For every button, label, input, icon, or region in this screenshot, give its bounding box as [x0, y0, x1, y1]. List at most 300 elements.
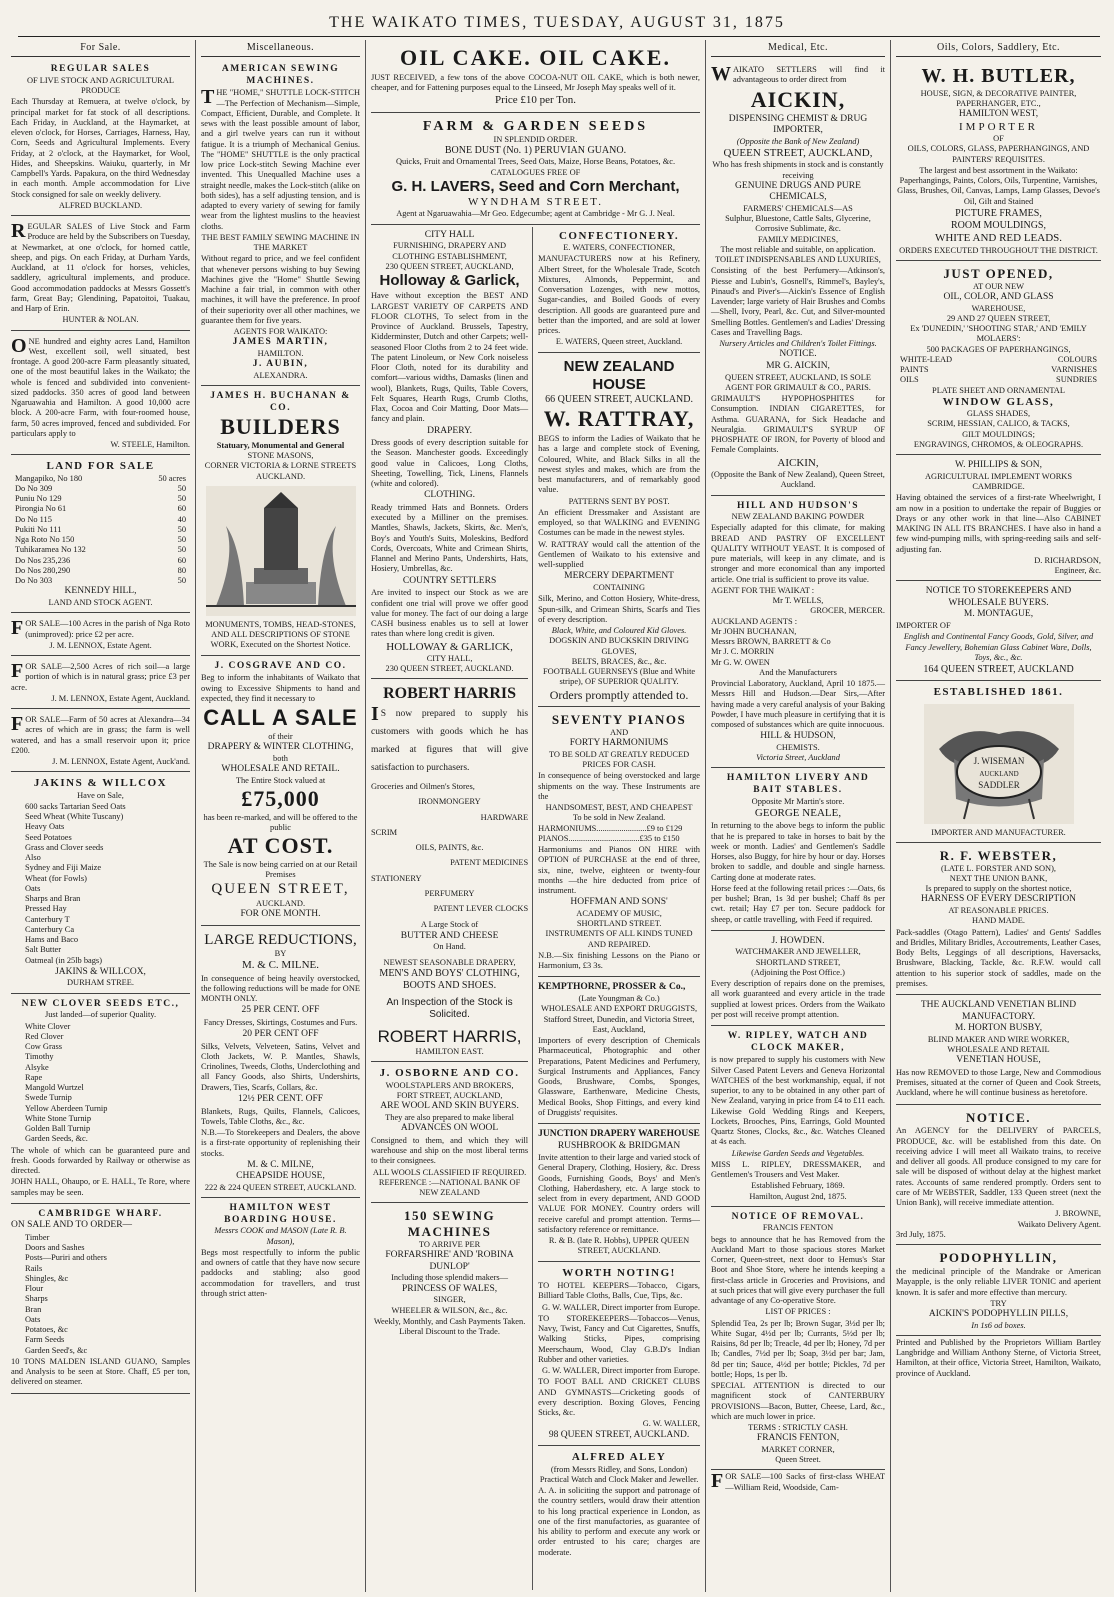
list-item: Wheat (for Fowls) — [25, 873, 87, 883]
goods-line: OILS, PAINTS, &c. — [415, 843, 484, 853]
ad-body: Consigned to them, and which they will warehouse and ship on the most liberal terms to their consignees. — [371, 1135, 529, 1166]
ad-body: Begs most respectfully to inform the public and owners of cattle that they have now secure paddocks and stabling; also good accommodation for travellers, and trust through strict atten- — [201, 1247, 360, 1298]
ad-title: W. PHILLIPS & SON, — [954, 460, 1042, 471]
ad-text: HAND MADE. — [971, 916, 1026, 926]
ad-headline: HARNESS OF EVERY DESCRIPTION — [920, 894, 1077, 905]
ad-title: J. OSBORNE AND CO. — [379, 1067, 520, 1080]
ad-body: IS now prepared to supply his customers with goods which he has marked at figures that will give satisfaction to purchasers. — [371, 702, 529, 774]
list-item: Garden Seeds, &c. — [25, 1134, 88, 1144]
ad-signature-sub: 230 QUEEN STREET, AUCKLAND. — [385, 664, 514, 674]
list-item: Red Clover — [25, 1031, 64, 1041]
ad-text: They are also prepared to make liberal — [385, 1112, 514, 1122]
ad-subhead: FAMILY MEDICINES, — [757, 234, 839, 244]
ad-signature: G. W. WALLER, Direct importer from Europe. — [541, 1302, 700, 1312]
table-cell: 50 — [177, 524, 186, 534]
ad-text: WHEELER & WILSON, &c., &c. — [391, 1305, 508, 1315]
column-miscellaneous — [196, 40, 366, 1592]
ad-subhead: DRAPERY. — [427, 425, 473, 436]
ad-hill-hudson — [711, 498, 885, 769]
ad-text: MEN'S AND BOYS' CLOTHING, — [379, 967, 520, 979]
ad-text: Is prepared to supply on the shortest notice, — [925, 884, 1072, 894]
ad-body: THE "HOME," SHUTTLE LOCK-STITCH—The Perfection of Mechanism—Simple, Compact, Efficient, Durable, and Complete. It sews with the least possible amount of labor, and a girl twelve years can run it without fatigue. It is a triumph of Mechanical Genius. The "HOME" SHUTTLE is the only practical low price Lock-stitch Sewing Machine ever invented. This Unequalled Machine uses a straight needle, makes the Lock-stitch (alike on both sides), has a self adjusting tension, and is adapted to every variety of sewing for family wear from the lightest muslins to the heaviest cloths. — [201, 86, 360, 231]
ad-text: FORTY HARMONIUMS — [569, 738, 669, 749]
ad-title: KEMPTHORNE, PROSSER & Co., — [538, 982, 686, 993]
ad-title: ALFRED ALEY — [571, 1451, 667, 1464]
ad-signature: HOFFMAN AND SONS' — [570, 897, 668, 908]
ad-lennox-3 — [11, 711, 190, 772]
ad-subtitle: OF LIVE STOCK AND AGRICULTURAL PRODUCE — [26, 75, 175, 96]
ad-body: TO FOOT BALL AND CRICKET CLUBS AND GYMNASTS—Cricketing goods of every description. Boxing Gloves, Fencing Sticks, &c. — [538, 1377, 700, 1418]
ad-text: AND — [609, 728, 629, 738]
list-item: Mangold Wurtzel — [25, 1083, 84, 1093]
ad-text: Nursery Articles and Children's Toilet Fittings. — [719, 339, 877, 349]
ad-text: Including those splendid makers— — [391, 1273, 509, 1283]
ad-body: Harmoniums and Pianos ON HIRE with OPTION of PURCHASE at the end of three, six, nine, twelve, eighteen or twenty-four months —the hire deducted from price of instrument. — [538, 845, 700, 896]
list-item: White Stone Turnip — [25, 1113, 92, 1123]
ad-title: JAMES H. BUCHANAN & CO. — [210, 391, 351, 413]
ad-body: WAIKATO SETTLERS will find it advantageous to order direct from — [711, 63, 885, 86]
table-cell: COLOURS — [1057, 354, 1097, 364]
ad-howden — [711, 933, 885, 1026]
ad-text: SINGER, — [433, 1295, 466, 1305]
ad-boarding-house — [201, 1200, 360, 1304]
list-item: Bran — [25, 1304, 42, 1314]
ad-name: AICKIN, — [750, 86, 846, 112]
ad-text: AT REASONABLE PRICES. — [948, 906, 1049, 916]
ad-text: of their — [268, 731, 293, 741]
discount-heading: 25 PER CENT. OFF — [241, 1005, 320, 1016]
ad-body: Horse feed at the following retail prices :—Oats, 6s per bushel; Bran, 1s 3d per bushel; Chaff 8s per cwt. retail; Hay £7 per ton. Secure paddock for sheep, or cattle travelling, with Feed if required. — [711, 883, 885, 924]
table-cell: 40 — [177, 514, 186, 524]
ad-hall: CITY HALL — [424, 229, 475, 240]
ad-body: Splendid Tea, 2s per lb; Brown Sugar, 3½d per lb; White Sugar, 4½d per lb; Currants, 5½d per lb; Raisins, 8d per lb; Treacle, 4d per lb; Honey, 7d per lb; Candles, 7½d per lb; Soap, 3½d per bar; Jam, 8d per tin; Sauce, 4½d per bottle; Pickles, 7d per bottle; Hops, 1s per lb. — [711, 1318, 885, 1379]
ad-text: TERMS : STRICTLY CASH. — [748, 1423, 848, 1433]
ad-holloway-garlick — [371, 227, 528, 680]
ad-signature: JAKINS & WILLCOX, — [55, 966, 146, 977]
ad-body: FOR SALE—2,500 Acres of rich soil—a large portion of which is in natural grass; price £3 per acre. — [11, 660, 190, 692]
discount-text: Fancy Dresses, Skirtings, Costumes and Furs. — [203, 1017, 358, 1027]
ad-text: SHORTLAND STREET. — [576, 919, 662, 929]
ad-subtitle: IN SPLENDID ORDER. — [493, 134, 578, 144]
ad-signature: J. M. LENNOX, Estate Agent, Auck'and. — [52, 757, 190, 766]
ad-place: HAMILTON WEST, — [958, 109, 1039, 120]
ad-agents: Agent at Ngaruawahia—Mr Geo. Edgecumbe; agent at Cambridge - Mr G. J. Neal. — [396, 209, 675, 219]
ad-steele — [11, 333, 190, 456]
ad-title: NEW ZEALAND HOUSE — [563, 357, 675, 393]
ad-name: AICKIN, — [777, 456, 819, 469]
list-item: Pressed Hay — [25, 904, 67, 914]
ad-subtitle: WOOLSTAPLERS AND BROKERS, — [385, 1080, 514, 1090]
table-cell: 50 — [177, 545, 186, 555]
ad-text: BELTS, BRACES, &c., &c. — [571, 656, 667, 666]
ad-note: N.B.—Six finishing Lessons on the Piano or Harmonium, £3 3s. — [538, 950, 700, 971]
list-item: Garden Seed's, &c — [25, 1345, 88, 1355]
list-item: Rape — [25, 1072, 43, 1082]
ad-title: HILL AND HUDSON'S — [736, 500, 860, 511]
list-item: Oats — [25, 1314, 41, 1324]
ad-text: WHOLESALE AND EXPORT DRUGGISTS, — [540, 1004, 698, 1014]
ad-agent-label: AGENT FOR THE WAIKAT : — [711, 585, 815, 595]
ad-text: PATTERNS SENT BY POST. — [568, 496, 670, 506]
list-item: Canterbury T — [25, 914, 70, 924]
ad-name: W. H. BUTLER, — [921, 65, 1076, 88]
ad-subhead: CLOTHING. — [424, 490, 476, 501]
ad-text: PRINCESS OF WALES, — [402, 1283, 498, 1294]
saddle-brand: J. WISEMAN — [973, 755, 1024, 766]
ad-name: M. & C. MILNE. — [242, 959, 319, 972]
table-row — [896, 355, 1101, 365]
ad-title: 150 SEWING MACHINES — [403, 1208, 496, 1240]
ad-body: Pack-saddles (Otago Pattern), Ladies' and Gents' Saddles and Bridles, Military Bridles, Accoutrements, Leather Cases, Body Belts, Leggings of all descriptions, Haversacks, Brushware, Blacking, Tackle, &c. R.F.W. would call attention to his superior stock of saddles, made on the premises. — [896, 927, 1101, 988]
ad-text: WHITE AND RED LEADS. — [934, 232, 1063, 245]
ad-headline: AT COST. — [227, 833, 334, 859]
ad-title: J. COSGRAVE AND CO. — [214, 660, 347, 671]
ad-body: FOR SALE—100 Acres in the parish of Nga Roto (unimproved): price £2 per acre. — [11, 617, 190, 640]
table-row — [11, 494, 190, 504]
ad-text: BUTTER AND CHEESE — [400, 930, 499, 941]
ad-text: Orders promptly attended to. — [549, 687, 689, 702]
ad-text: Likewise Garden Seeds and Vegetables. — [731, 1148, 865, 1158]
ad-established: ESTABLISHED 1861. — [933, 686, 1064, 699]
land-table — [11, 474, 190, 587]
ad-sewing-machines-150 — [371, 1205, 528, 1342]
monument-engraving — [206, 486, 356, 616]
ad-signature: HOLLOWAY & GARLICK, — [386, 640, 513, 653]
ad-text: WAREHOUSE, — [971, 303, 1026, 313]
ad-caption: IMPORTER AND MANUFACTURER. — [931, 827, 1066, 837]
ad-text: PLATE SHEET AND ORNAMENTAL — [932, 385, 1065, 395]
ad-title: AMERICAN SEWING MACHINES. — [221, 64, 340, 86]
goods-line: IRONMONGERY — [418, 797, 481, 807]
ad-body: Especially adapted for this climate, for making BREAD AND PASTRY OF EXCELLENT QUALITY WITHOUT YEAST. It is composed of pure materials, will keep in any climate, and is stronger and more economical than any imported article. One trial is sufficient to prove its value. — [711, 523, 885, 584]
ad-oil-cake — [371, 42, 700, 113]
ad-body: An AGENCY for the DELIVERY of PARCELS, PRODUCE, &c. will be established from this date. On receiving advice I will meet all Waikato trains, to receive and deliver all goods. All produce consigned to my care for sale will be disposed of without delay at the highest market rates. Accounts of same rendered promptly. Orders sent to care of Mr WEBSTER, Saddler, 133 Queen street (next the Union Bank), will receive immediate attention. — [896, 1126, 1101, 1208]
double-column-split — [371, 227, 700, 1590]
ad-text: ROOM MOULDINGS, — [950, 220, 1046, 231]
ad-subhead: FARMERS' CHEMICALS—AS — [743, 203, 853, 213]
ad-body: In consequence of being overstocked and large shipments on the way. These Instruments are the — [538, 771, 700, 801]
ad-agent-label: AUCKLAND AGENTS : — [711, 616, 798, 626]
ad-text: (Late Youngman & Co.) — [578, 994, 660, 1004]
ad-signature: JOHN HALL, Ohaupo, or E. HALL, Te Rore, where samples may be seen. — [11, 1177, 190, 1197]
ad-signature: J. BROWNE, — [1055, 1209, 1101, 1219]
ad-venetian-blinds — [896, 997, 1101, 1105]
ad-address: CORNER VICTORIA & LORNE STREETS AUCKLAND. — [204, 461, 357, 481]
table-cell: Do No 115 — [15, 514, 52, 524]
ad-signature: J. M. LENNOX, Estate Agent. — [49, 640, 152, 650]
table-cell: Pukiti No 111 — [15, 524, 62, 534]
ad-name: MR G. AICKIN, — [766, 361, 830, 372]
list-item: Grass and Clover seeds — [25, 842, 104, 852]
ad-cambridge-wharf — [11, 1206, 190, 1394]
ad-subtitle: HOUSE, SIGN, & DECORATIVE PAINTER, — [920, 88, 1077, 98]
ad-text: Black, White, and Coloured Kid Gloves. — [551, 626, 687, 636]
ad-body: Every description of repairs done on the premises, all work guaranteed and every article in the trade supplied at lowest prices. Orders from the Waikato per post will receive prompt attention. — [711, 979, 885, 1019]
ad-address: Stafford Street, Dunedin, and Victoria Street, East, Auckland, — [543, 1014, 695, 1034]
ad-name: FRANCIS FENTON — [762, 1223, 834, 1233]
ad-signature: G. W. WALLER, — [642, 1419, 700, 1429]
ad-text: TO BE SOLD AT GREATLY REDUCED PRICES FOR CASH. — [548, 749, 690, 770]
ad-confectionery — [538, 227, 700, 353]
ad-body: SPECIAL ATTENTION is directed to our magnificent stock of CANTERBURY PROVISIONS—Bacon, Butter, Cheese, Lard, &c., which are much lower in price. — [711, 1381, 885, 1421]
ad-body: BEGS to inform the Ladies of Waikato that he has a large and complete stock of Evening, Coloured, White, and Black Silks in all the newest styles and makes, which are from the best manufacturers, and of remarkably good value. — [538, 434, 700, 495]
ad-text: To be sold in New Zealand. — [572, 813, 666, 823]
ad-text: SCRIM, HESSIAN, CALICO, & TACKS, — [927, 419, 1070, 429]
ad-text: Established February, 1869. — [751, 1181, 845, 1191]
ad-text: both — [273, 753, 288, 763]
table-cell: Do No 309 — [15, 483, 53, 493]
ad-agents-label: AGENTS FOR WAIKATO: — [233, 327, 328, 337]
table-cell: 60 — [177, 504, 186, 514]
item-list — [25, 1022, 190, 1145]
ad-body: ONE hundred and eighty acres Land, Hamilton West, excellent soil, well situated, best frontage. A good 200-acre Farm pleasantly situated, one of the most beautiful lakes in the Waikato; the whole is fenced and subdivided into convenient-sized paddocks. 350 acres of good land between Ngaruawahia and Hamilton. A good 10,000 acre block. A 200-acre Farm, with four-roomed house, farm, 50 acres improved, fenced and subdivided. For particulars apply to — [11, 334, 190, 438]
table-row — [11, 504, 190, 514]
ad-body: TO HOTEL KEEPERS—Tobacco, Cigars, Billiard Table Cloths, Balls, Cue, Tips, &c. — [538, 1281, 700, 1301]
ad-signature: D. RICHARDSON, — [1034, 555, 1101, 565]
ad-body: is now prepared to supply his customers with New Silver Cased Patent Levers and Geneva Horizontal WATCHES of the best workmanship, equal, if not superior, to any to be obtained in any other part of New Zealand, varying in price from £4 to £11 each. Likewise Gold Wedding Rings and Keepers, Lockets, Brooches, Pins, Earrings, Gold Mounted Quartz Stones, Clocks, &c., &c. Watches Cleaned at 4s each. — [711, 1055, 885, 1147]
ad-body: REGULAR SALES of Live Stock and Farm Produce are held by the Subscribers on Tuesday, at Newmarket, at one o'clock, for horned cattle, sheep, and pigs. On each Friday, at Durham Yards, Auckland, at 11 o'clock for horses, vehicles, saddlery, agricultural implements, and produce. Good accommodation paddocks at Messrs Gossett's farm, Great Bay; Glendining, Papatoitoi, Tuakau, and Harp of Erin. — [11, 220, 190, 314]
table-row — [896, 365, 1101, 375]
ad-title: NOTICE OF REMOVAL. — [731, 1211, 865, 1222]
ad-body: Having obtained the services of a first-rate Wheelwright, I am now in a position to undertake the repair of Buggies or Drays or any other work in that line—Also CABINET MAKING IN ALL ITS BRANCHES. I have also in hand a few wind-pumping mills, with spring-reeding sails and self-adjusting fan. — [896, 493, 1101, 554]
ad-signature: J. M. LENNOX, Estate Agent, Auckland. — [51, 693, 190, 703]
ad-address: (Opposite the Bank of New Zealand), Queen Street, Auckland. — [711, 470, 885, 490]
ad-text: CONTAINING — [593, 583, 646, 593]
ad-address: 222 & 224 QUEEN STREET, AUCKLAND. — [204, 1182, 357, 1192]
ad-text: IMPORTER OF — [896, 621, 951, 630]
agent-item: Mr G. W. OWEN — [711, 657, 770, 667]
ad-subtitle: STONE MASONS, — [247, 451, 314, 461]
ad-body: W. RATTRAY would call the attention of the Gentlemen of Waikato to his extensive and well-supplied — [538, 539, 700, 570]
list-item: Sharps — [25, 1294, 48, 1304]
ad-body: English and Continental Fancy Goods, Gold, Silver, and Fancy Jewellery, Bohemian Glass Cabinet Ware, Dolls, Toys, &c., &c. — [903, 632, 1094, 662]
ad-body: The whole of which can be guaranteed pure and fresh. Goods forwarded by Railway or otherwise as directed. — [11, 1145, 190, 1176]
ad-name: G. H. LAVERS, Seed and Corn Merchant, — [391, 177, 680, 195]
ad-signature-sub: CHEMISTS. — [776, 742, 820, 752]
ad-subtitle: DISPENSING CHEMIST & DRUG IMPORTER, — [728, 113, 868, 136]
ad-title: SEVENTY PIANOS — [551, 712, 687, 728]
saddle-city: AUCKLAND — [978, 769, 1019, 778]
ad-subhead: MERCERY DEPARTMENT — [564, 571, 674, 582]
ad-webster — [896, 845, 1101, 995]
ad-body: FOR SALE—Farm of 50 acres at Alexandra—34 acres of which are in grass; the farm is well watered, and has a small reservoir upon it; price £200. — [11, 713, 190, 755]
table-cell: Puniu No 129 — [15, 494, 62, 504]
table-cell: VARNISHES — [1051, 365, 1097, 375]
table-cell: 50 — [177, 535, 186, 545]
ad-title: JAKINS & WILLCOX — [33, 777, 168, 790]
list-item: Golden Ball Turnip — [25, 1124, 91, 1134]
list-item: Flour — [25, 1284, 44, 1294]
ad-body: Without regard to price, and we feel confident that whenever persons wishing to buy Sewing Machines give the "Home" Shuttle Sewing Machine a fair trial, in common with other machines, it will have the preference. In proof of their superiority over all other machines, we guarantee them for five years. — [201, 254, 360, 325]
table-cell: Do No 303 — [15, 576, 53, 586]
ad-title: CAMBRIDGE WHARF. — [38, 1208, 163, 1219]
list-item: Sydney and Fiji Maize — [25, 863, 102, 873]
list-item: Doors and Sashes — [25, 1243, 85, 1253]
ad-subtitle: PAPERHANGER, ETC., — [956, 98, 1041, 108]
ad-caption: MONUMENTS, TOMBS, HEAD-STONES, AND ALL DESCRIPTIONS OF STONE WORK, Executed on the Shortest Notice. — [205, 619, 356, 650]
ad-title: W. RIPLEY, WATCH AND CLOCK MAKER, — [727, 1031, 869, 1053]
table-cell: PAINTS — [900, 365, 929, 375]
ad-address: 66 QUEEN STREET, AUCKLAND. — [545, 394, 693, 406]
ad-name: GEORGE NEALE, — [754, 806, 842, 819]
masthead-rule — [18, 36, 1100, 37]
list-item: Canterbury Ca — [25, 924, 75, 934]
ad-fenton — [711, 1209, 885, 1471]
discount-text: Blankets, Rugs, Quilts, Flannels, Calicoes, Towels, Table Cloths, &c., &c. — [201, 1106, 360, 1126]
ad-body: GRIMAULT'S HYPOPHOSPHITES for Consumption. INDIAN CIGARETTES, for Asthma. GUARANA, for Sick Headache and Neuralgia. GRIMAULT'S SYRUP OF PHOSPHATE OF IRON, for Poverty of blood and Female Complaints. — [711, 394, 885, 455]
ad-aickin — [711, 61, 885, 495]
item-list — [25, 1233, 190, 1356]
ad-signature: M. & C. MILNE, — [247, 1159, 314, 1170]
ad-text: ALL WOOLS CLASSIFIED IF REQUIRED. — [372, 1167, 527, 1177]
ad-text: BONE DUST (No. 1) PERUVIAN GUANO. — [444, 145, 627, 157]
list-item: Seed Wheat (White Tuscany) — [25, 812, 124, 822]
ad-signature-sub: Waikato Delivery Agent. — [1017, 1219, 1101, 1229]
section-heading: Oils, Colors, Saddlery, Etc. — [896, 42, 1101, 57]
ad-signature: FRANCIS FENTON, — [756, 1433, 840, 1444]
ad-title: PODOPHYLLIN, — [939, 1250, 1058, 1266]
ad-title: REGULAR SALES — [50, 64, 151, 75]
ad-title: NOTICE TO STOREKEEPERS AND WHOLESALE BUYERS. — [925, 586, 1072, 608]
ad-robert-harris — [371, 681, 528, 1062]
ad-house: CHEAPSIDE HOUSE, — [236, 1171, 325, 1182]
ad-text: Quicks, Fruit and Ornamental Trees, Seed Oats, Maize, Horse Beans, Potatoes, &c. — [395, 157, 676, 167]
ad-subtitle: (LATE L. FORSTER AND SON), — [941, 863, 1056, 873]
ad-title: ROBERT HARRIS — [383, 685, 517, 703]
ad-signature-sub: MARKET CORNER, — [761, 1444, 835, 1454]
ad-title: HAMILTON WEST BOARDING HOUSE. — [224, 1203, 337, 1225]
ad-subtitle: BLIND MAKER AND WIRE WORKER, — [927, 1034, 1070, 1044]
goods-line: STATIONERY — [371, 873, 422, 883]
ad-agent-name: Mr T. WELLS, — [772, 596, 824, 606]
ad-street: QUEEN STREET, — [211, 881, 350, 898]
ad-text: IMPORTER — [959, 120, 1038, 133]
ad-text: NEWEST SEASONABLE DRAPERY, — [383, 957, 516, 967]
table-cell: Nga Roto No 150 — [15, 535, 75, 545]
ad-title: OIL CAKE. OIL CAKE. — [400, 45, 671, 70]
list-item: Alsyke — [25, 1062, 49, 1072]
ad-text: PICTURE FRAMES, — [955, 207, 1042, 219]
list-item: Farm Seeds — [25, 1335, 65, 1345]
list-item: Posts—Puriri and others — [25, 1253, 107, 1263]
ad-text: On Hand. — [433, 942, 466, 952]
ad-hunter-nolan — [11, 218, 190, 331]
list-item: Seed Potatoes — [25, 832, 72, 842]
table-row — [896, 375, 1101, 385]
ad-text: Opposite Mr Martin's store. — [751, 796, 845, 806]
ad-text: Who has fresh shipments in stock and is constantly receiving — [712, 160, 884, 180]
price-line: HARMONIUMS........................£9 to £129 — [538, 823, 683, 833]
ad-signature-sub: LAND AND STOCK AGENT. — [48, 598, 153, 607]
ad-regular-sales — [11, 61, 190, 216]
discount-heading: 12½ PER CENT. OFF — [237, 1093, 324, 1104]
ad-lennox-1 — [11, 615, 190, 656]
section-heading: Miscellaneous. — [201, 42, 360, 57]
ad-osborne — [371, 1064, 528, 1203]
ad-title: JUST OPENED, — [943, 265, 1054, 281]
ad-text: DRAPERY & WINTER CLOTHING, — [207, 742, 354, 753]
ad-body: The largest and best assortment in the Waikato: Paperhangings, Paints, Colors, Oils, Turpentine, Varnishes, Glass, Brushes, Oil, Canvas, Lamps, Lamp Glasses, Devoe's Oil, Gilt and Stained — [897, 165, 1100, 206]
ad-text: OF — [993, 134, 1004, 144]
ad-alfred-aley — [538, 1448, 700, 1563]
table-cell: 50 — [177, 483, 186, 493]
ad-title: LAND FOR SALE — [46, 460, 155, 473]
table-cell: WHITE-LEAD — [900, 354, 953, 364]
agent-item: Mr JOHN BUCHANAN, — [711, 626, 797, 636]
table-row — [11, 474, 190, 484]
list-item: Swede Turnip — [25, 1093, 72, 1103]
ad-text: ACADEMY OF MUSIC, — [576, 908, 662, 918]
ad-text: GILT MOULDINGS; — [962, 429, 1035, 439]
column-3a — [371, 227, 533, 1590]
list-item: Also — [25, 853, 41, 863]
ad-body: Has now REMOVED to those Large, New and Commodious Premises, situated at the corner of Queen and Cook Streets, Auckland, where he will continue business as heretofore. — [896, 1067, 1101, 1098]
ad-milne — [201, 928, 360, 1199]
ad-clover-seeds — [11, 996, 190, 1204]
ad-address: 29 AND 27 QUEEN STREET, — [946, 313, 1051, 323]
ad-duration: FOR ONE MONTH. — [240, 909, 321, 919]
ad-text: And the Manufacturers — [759, 667, 837, 677]
ad-wiseman-saddler — [896, 683, 1101, 843]
ad-title: JUNCTION DRAPERY WAREHOUSE — [538, 1129, 700, 1140]
ad-headline: THE BEST FAMILY SEWING MACHINE IN THE MARKET — [201, 232, 360, 253]
ad-signature: HUNTER & NOLAN. — [62, 315, 139, 325]
agent-name: JAMES MARTIN, — [232, 337, 329, 348]
section-heading: Medical, Etc. — [711, 42, 885, 57]
ad-body: A. A. in soliciting the support and patronage of the country settlers, would draw their attention to his long practical experience in London, as one of the first manufactories, as guarantee of his ability to perform and execute any work or order entrusted to his care; charges are moderate. — [538, 1486, 700, 1557]
ad-buchanan-masons — [201, 388, 360, 656]
ad-title: NOTICE. — [965, 1109, 1032, 1125]
goods-line: PATENT MEDICINES — [450, 858, 529, 868]
goods-line: PATENT LEVER CLOCKS — [433, 904, 529, 914]
ad-body: MANUFACTURERS now at his Refinery, Albert Street, for the Wholesale Trade, Scotch Mixtures, Almonds, Peppermint, and Conversation Lozenges, with new mottos, Sugar-candies, and Boiled Goods of every description. All goods are guaranteed pure and better than the imported, and are sold at lower prices. — [538, 254, 700, 336]
ad-name: RUSHBROOK & BRIDGMAN — [557, 1140, 681, 1151]
goods-line: Groceries and Oilmen's Stores, — [371, 782, 475, 792]
ad-title: FARM & GARDEN SEEDS — [422, 118, 649, 134]
ad-subtitle: (Opposite the Bank of New Zealand) — [736, 136, 860, 146]
table-row — [11, 556, 190, 566]
list-item: White Clover — [25, 1021, 71, 1031]
goods-line: SCRIM — [371, 827, 398, 837]
saddle-engraving — [924, 704, 1074, 824]
ad-body: Beg to inform the inhabitants of Waikato that owing to Excessive Shipments to hand and expected, they find it necessary to — [201, 673, 360, 703]
ad-signature-sub: HAMILTON EAST. — [415, 1047, 484, 1057]
ad-signature: G. W. WALLER, Direct importer from Europe. — [541, 1366, 700, 1376]
table-cell: 50 acres — [158, 473, 186, 483]
ad-subtitle: AGRICULTURAL IMPLEMENT WORKS — [924, 471, 1073, 481]
ad-text: OIL, COLOR, AND GLASS — [943, 291, 1054, 302]
ad-signature: W. STEELE, Hamilton. — [110, 440, 190, 450]
table-cell: Do Nos 235,236 — [15, 555, 71, 565]
ad-headline: CALL A SALE — [203, 705, 358, 731]
ad-text: AT OUR NEW — [972, 281, 1025, 291]
ad-body: ON SALE AND TO ORDER— — [11, 1220, 133, 1231]
list-item: Potatoes, &c — [25, 1325, 68, 1335]
ad-address: 230 QUEEN STREET, AUCKLAND, — [385, 261, 514, 271]
table-row — [11, 545, 190, 555]
table-row — [11, 535, 190, 545]
table-row — [11, 484, 190, 494]
ad-lennox-2 — [11, 658, 190, 709]
ad-body: Ready trimmed Hats and Bonnets. Orders executed by a Milliner on the premises. Mantles, Shawls, Jackets, Skirts, &c. Men's, Boy's and Youth's Suits, Moleskins, Bedford Cords, Overcoats, White and Crimean Shirts, Flannel and Merino Pants, Undershirts, Hats, Hosiery, Umbrellas, &c. — [371, 502, 529, 574]
table-row — [11, 525, 190, 535]
ad-text: VENETIAN HOUSE, — [956, 1055, 1041, 1066]
ad-body: Silk, Merino, and Cotton Hosiery, White-dress, Spun-silk, and Crimean Shirts, Scarfs and Ties of every description. — [538, 594, 700, 624]
ad-headline: BUILDERS — [220, 414, 341, 440]
ad-address: 164 QUEEN STREET, AUCKLAND — [923, 664, 1074, 675]
ad-text: ENGRAVINGS, CHROMOS, & OLEOGRAPHS. — [913, 439, 1084, 449]
ad-body: Provincial Laboratory, Auckland, April 10 1875.—Messrs Hill and Hudson.—Dear Sirs,—After having made a very careful analysis of your Baking Powder, I have much pleasure in certifying that it is composed of substances which are quite innocuous. — [711, 679, 885, 730]
